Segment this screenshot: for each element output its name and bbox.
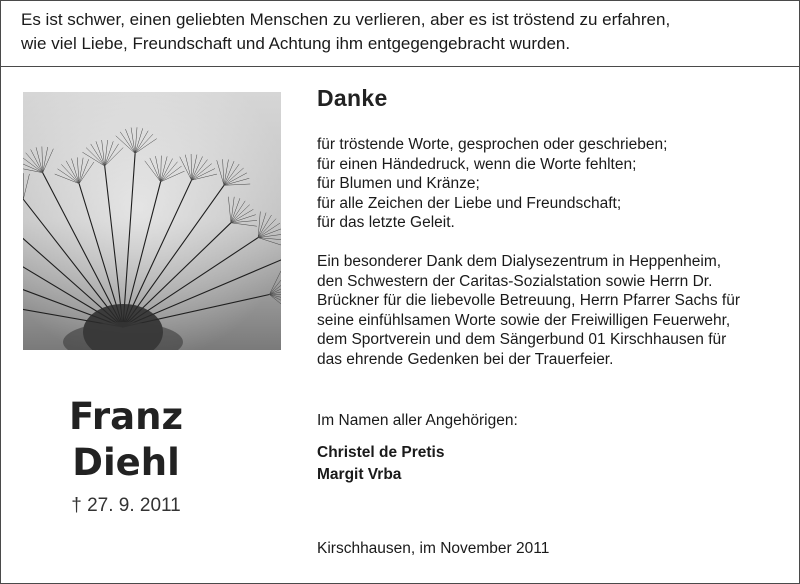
opening-quote	[21, 8, 781, 56]
dandelion-photo	[23, 92, 281, 350]
reasons-list	[317, 135, 797, 233]
signer-name: Margit Vrba	[317, 466, 402, 483]
reason-line: für tröstende Worte, gesprochen oder geschrieben;	[317, 136, 668, 153]
special-thanks-line: dem Sportverein und dem Sängerbund 01 Kirschhausen für	[317, 331, 727, 349]
thanks-title: Danke	[317, 85, 388, 111]
special-thanks	[317, 252, 793, 370]
special-thanks-line: Brückner für die liebevolle Betreuung, Herrn Pfarrer Sachs für	[317, 292, 741, 310]
opening-quote-line: wie viel Liebe, Freundschaft und Achtung ihm entgegengebracht wurden.	[21, 34, 571, 53]
divider	[1, 66, 799, 67]
special-thanks-line: Ein besonderer Dank dem Dialysezentrum in Heppenheim,	[317, 253, 722, 270]
special-thanks-line: seine einfühlsamen Worte sowie der Freiwilligen Feuerwehr,	[317, 311, 731, 329]
on-behalf: Im Namen aller Angehörigen:	[317, 412, 518, 429]
reason-line: für das letzte Geleit.	[317, 214, 455, 232]
opening-quote-line: Es ist schwer, einen geliebten Menschen zu verlieren, aber es ist tröstend zu erfahren,	[21, 10, 671, 29]
last-name: Diehl	[72, 441, 180, 484]
deceased-name	[23, 394, 229, 486]
special-thanks-line: den Schwestern der Caritas-Sozialstation sowie Herrn Dr.	[317, 272, 713, 290]
dandelion-icon	[23, 92, 281, 350]
death-date: † 27. 9. 2011	[71, 495, 181, 516]
signers	[317, 442, 797, 486]
reason-line: für Blumen und Kränze;	[317, 175, 480, 193]
signer-name: Christel de Pretis	[317, 444, 445, 461]
reason-line: für alle Zeichen der Liebe und Freundschaft;	[317, 194, 622, 212]
place-date: Kirschhausen, im November 2011	[317, 540, 550, 557]
special-thanks-line: das ehrende Gedenken bei der Trauerfeier.	[317, 350, 614, 368]
reason-line: für einen Händedruck, wenn die Worte fehlten;	[317, 155, 637, 173]
first-name: Franz	[69, 395, 183, 438]
